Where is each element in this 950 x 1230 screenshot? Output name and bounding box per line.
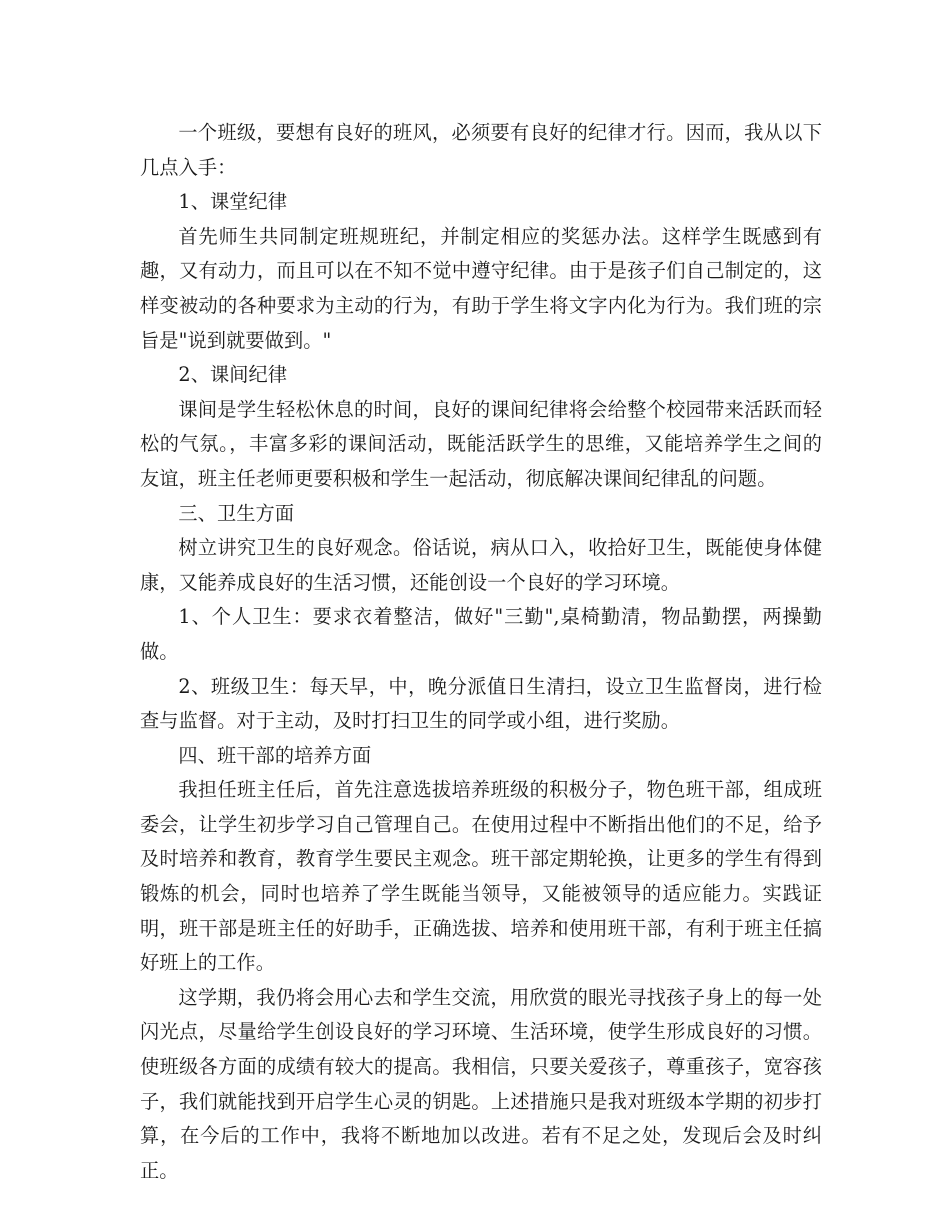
heading-classroom-discipline: 1、课堂纪律 (178, 190, 288, 214)
paragraph-hygiene: 树立讲究卫生的良好观念。俗话说，病从口入，收拾好卫生，既能使身体健康，又能养成良好的生活习惯，还能创设一个良好的学习环境。 (140, 536, 822, 594)
heading-class-cadres: 四、班干部的培养方面 (178, 743, 372, 767)
heading-hygiene: 三、卫生方面 (178, 501, 295, 525)
paragraph-personal-hygiene: 1、个人卫生：要求衣着整洁，做好"三勤",桌椅勤清，物品勤摆，两操勤做。 (140, 605, 822, 663)
paragraph-class-cadres: 我担任班主任后，首先注意选拔培养班级的积极分子，物色班干部，组成班委会，让学生初步学习自己管理自己。在使用过程中不断指出他们的不足，给予及时培养和教育，教育学生要民主观念。班干部定期轮换，让更多的学生有得到锻炼的机会，同时也培养了学生既能当领导，又能被领导的适应能力。实践证明，班干部是班主任的好助手，正确选拔、培养和使用班干部，有利于班主任搞好班上的工作。 (140, 778, 822, 975)
document-body (140, 116, 822, 1188)
heading-break-discipline: 2、课间纪律 (178, 363, 288, 387)
paragraph-classroom-discipline: 首先师生共同制定班规班纪，并制定相应的奖惩办法。这样学生既感到有趣，又有动力，而且可以在不知不觉中遵守纪律。由于是孩子们自己制定的，这样变被动的各种要求为主动的行为，有助于学生将文字内化为行为。我们班的宗旨是"说到就要做到。" (140, 224, 822, 352)
paragraph-conclusion: 这学期，我仍将会用心去和学生交流，用欣赏的眼光寻找孩子身上的每一处闪光点，尽量给学生创设良好的学习环境、生活环境，使学生形成良好的习惯。使班级各方面的成绩有较大的提高。我相信，只要关爱孩子，尊重孩子，宽容孩子，我们就能找到开启学生心灵的钥匙。上述措施只是我对班级本学期的初步打算，在今后的工作中，我将不断地加以改进。若有不足之处，发现后会及时纠正。 (140, 985, 822, 1182)
paragraph-break-discipline: 课间是学生轻松休息的时间，良好的课间纪律将会给整个校园带来活跃而轻松的气氛。，丰富多彩的课间活动，既能活跃学生的思维，又能培养学生之间的友谊，班主任老师更要积极和学生一起活动，彻底解决课间纪律乱的问题。 (140, 397, 822, 490)
paragraph-intro: 一个班级，要想有良好的班风，必须要有良好的纪律才行。因而，我从以下几点入手： (140, 121, 822, 179)
paragraph-class-hygiene: 2、班级卫生：每天早，中，晚分派值日生清扫，设立卫生监督岗，进行检查与监督。对于主动，及时打扫卫生的同学或小组，进行奖励。 (140, 674, 822, 733)
